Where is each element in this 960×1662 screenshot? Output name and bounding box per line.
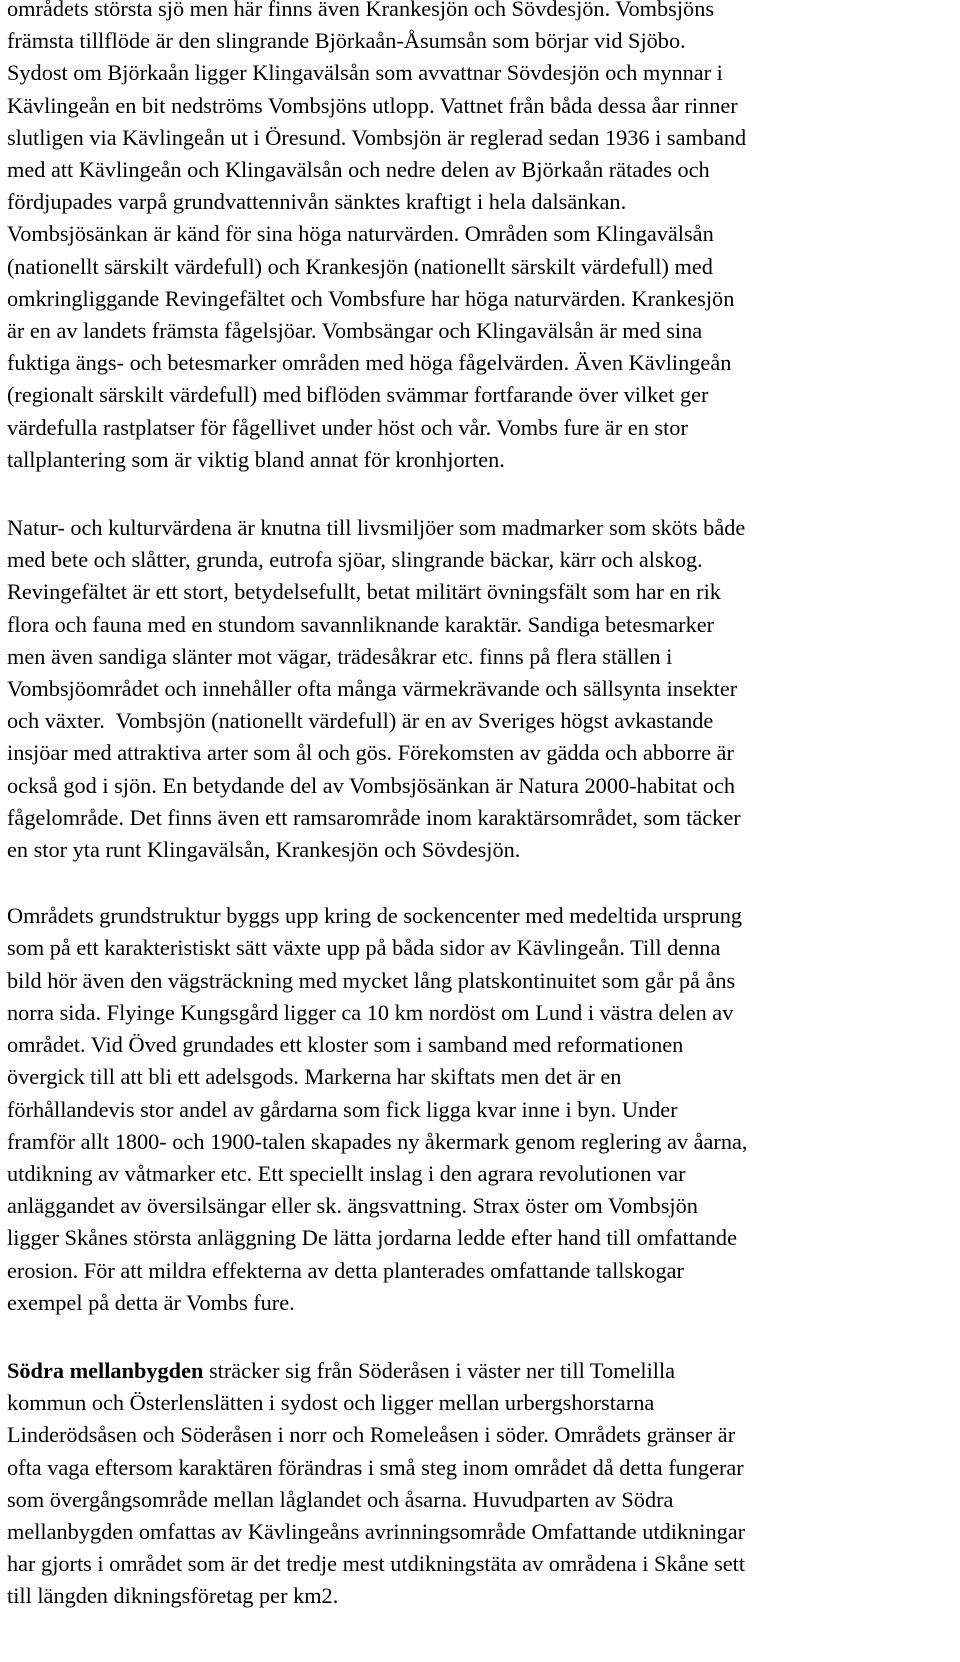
paragraph-spacer: [7, 1319, 960, 1355]
text-line: Vombsjösänkan är känd för sina höga naturvärden. Områden som Klingavälsån: [7, 221, 714, 247]
text-line: fågelområde. Det finns även ett ramsarområde inom karaktärsområdet, som täcker: [7, 804, 741, 830]
text-line: ofta vaga eftersom karaktären förändras i små steg inom området då detta fungerar: [7, 1454, 744, 1480]
text-line: norra sida. Flyinge Kungsgård ligger ca 10 km nordöst om Lund i västra delen av: [7, 999, 734, 1025]
text-line: Kävlingeån en bit nedströms Vombsjöns utlopp. Vattnet från båda dessa åar rinner: [7, 92, 738, 118]
text-line: omkringliggande Revingefältet och Vombsfure har höga naturvärden. Krankesjön: [7, 285, 735, 311]
text-line: till längden dikningsföretag per km2.: [7, 1583, 339, 1609]
paragraph-vombsjon-hydrology: [7, 0, 960, 476]
text-line: erosion. För att mildra effekterna av detta planterades omfattande tallskogar: [7, 1257, 684, 1283]
text-line: mellanbygden omfattas av Kävlingeåns avrinningsområde Omfattande utdikningar: [7, 1518, 746, 1544]
text-line: Områdets grundstruktur byggs upp kring de sockencenter med medeltida ursprung: [7, 903, 743, 929]
text-line: [7, 1355, 960, 1387]
text-line: förhållandevis stor andel av gårdarna som fick ligga kvar inne i byn. Under: [7, 1096, 678, 1122]
text-line: utdikning av våtmarker etc. Ett speciellt inslag i den agrara revolutionen var: [7, 1160, 686, 1186]
text-line: bild hör även den vägsträckning med mycket lång platskontinuitet som går på åns: [7, 967, 736, 993]
text-line: som övergångsområde mellan låglandet och åsarna. Huvudparten av Södra: [7, 1486, 674, 1512]
text-line: anläggandet av översilsängar eller sk. ängsvattning. Strax öster om Vombsjön: [7, 1193, 698, 1219]
text-line: kommun och Österlenslätten i sydost och ligger mellan urbergshorstarna: [7, 1390, 655, 1416]
text-line: exempel på detta är Vombs fure.: [7, 1289, 295, 1315]
text-line: slutligen via Kävlingeån ut i Öresund. Vombsjön är reglerad sedan 1936 i samband: [7, 124, 747, 150]
text-line: är en av landets främsta fågelsjöar. Vombsängar och Klingavälsån är med sina: [7, 318, 703, 344]
text-line: ligger Skånes största anläggning De lätta jordarna ledde efter hand till omfattande: [7, 1225, 737, 1251]
text-line: med att Kävlingeån och Klingavälsån och nedre delen av Björkaån rätades och: [7, 157, 710, 183]
text-line: insjöar med attraktiva arter som ål och gös. Förekomsten av gädda och abborre är: [7, 740, 734, 766]
text-line: Vombsjöområdet och innehåller ofta många värmekrävande och sällsynta insekter: [7, 676, 738, 702]
paragraph-settlement-structure: [7, 900, 960, 1319]
text-line: också god i sjön. En betydande del av Vombsjösänkan är Natura 2000-habitat och: [7, 772, 735, 798]
text-line: har gjorts i området som är det tredje mest utdikningstäta av områdena i Skåne sett: [7, 1551, 746, 1577]
text-line: Sydost om Björkaån ligger Klingavälsån som avvattnar Sövdesjön och mynnar i: [7, 60, 723, 86]
text-line: (regionalt särskilt värdefull) med biflöden svämmar fortfarande över vilket ger: [7, 382, 709, 408]
text-line: (nationellt särskilt värdefull) och Krankesjön (nationellt särskilt värdefull) med: [7, 253, 713, 279]
paragraph-spacer: [7, 866, 960, 900]
text-line: området. Vid Öved grundades ett kloster som i samband med reformationen: [7, 1032, 684, 1058]
text-line: framför allt 1800- och 1900-talen skapades ny åkermark genom reglering av åarna,: [7, 1128, 748, 1154]
text-line: Revingefältet är ett stort, betydelsefullt, betat militärt övningsfält som har en rik: [7, 579, 721, 605]
text-line: men även sandiga slänter mot vägar, trädesåkrar etc. finns på flera ställen i: [7, 643, 673, 669]
text-line: som på ett karakteristiskt sätt växte upp på båda sidor av Kävlingeån. Till denna: [7, 935, 721, 961]
text-line: med bete och slåtter, grunda, eutrofa sjöar, slingrande bäckar, kärr och alskog.: [7, 547, 703, 573]
section-lead-bold: Södra mellanbygden: [7, 1357, 204, 1383]
text-line: tallplantering som är viktig bland annat för kronhjorten.: [7, 446, 505, 472]
text-line: områdets största sjö men här finns även Krankesjön och Sövdesjön. Vombsjöns: [7, 0, 715, 21]
text-line: Natur- och kulturvärdena är knutna till livsmiljöer som madmarker som sköts både: [7, 515, 746, 541]
text-line: flora och fauna med en stundom savannliknande karaktär. Sandiga betesmarker: [7, 611, 715, 637]
text-line: och växter. Vombsjön (nationellt värdefull) är en av Sveriges högst avkastande: [7, 708, 714, 734]
paragraph-sodra-mellanbygden: [7, 1355, 960, 1613]
paragraph-natural-values: [7, 512, 960, 866]
text-line: fuktiga ängs- och betesmarker områden med höga fågelvärden. Även Kävlingeån: [7, 350, 732, 376]
text-fragment: sträcker sig från Söderåsen i väster ner till Tomelilla: [203, 1357, 676, 1383]
paragraph-spacer: [7, 476, 960, 512]
text-line: fördjupades varpå grundvattennivån sänktes kraftigt i hela dalsänkan.: [7, 189, 627, 215]
text-line: Linderödsåsen och Söderåsen i norr och Romeleåsen i söder. Områdets gränser är: [7, 1422, 736, 1448]
text-line: övergick till att bli ett adelsgods. Markerna har skiftats men det är en: [7, 1064, 622, 1090]
text-line: värdefulla rastplatser för fågellivet under höst och vår. Vombs fure är en stor: [7, 414, 688, 440]
text-line: en stor yta runt Klingavälsån, Krankesjön och Sövdesjön.: [7, 837, 521, 863]
text-line: främsta tillflöde är den slingrande Björkaån-Åsumsån som börjar vid Sjöbo.: [7, 28, 686, 54]
